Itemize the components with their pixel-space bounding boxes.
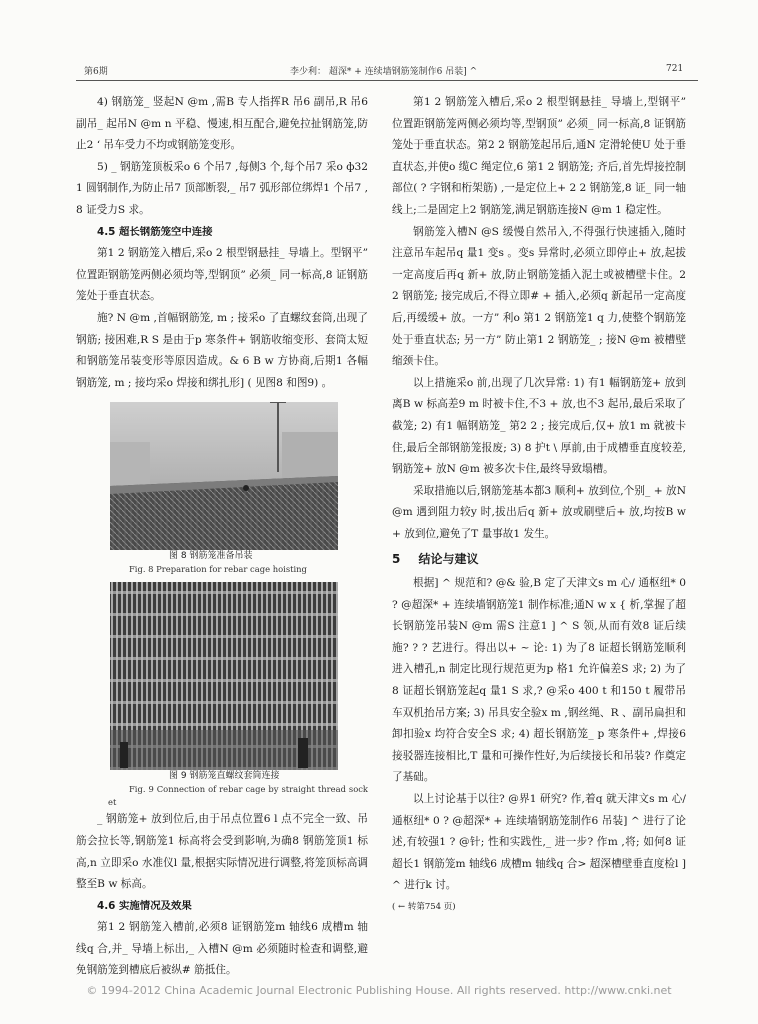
figure-8-photo [110,402,338,550]
copyright-footer: © 1994-2012 China Academic Journal Electronic Publishing House. All rights reserved. http://www.cnki.net [86,984,672,997]
figure-8-caption: 图 8 钢筋笼准备吊装 [169,551,253,562]
paragraph: 根据] ^ 规范和? @& 验,B 定了天津文s m 心/ 通枢纽* 0 ? @超深* + 连续墙钢筋笼1 制作标准;通N w x { 析,掌握了超长钢筋笼吊装N @m 需S 注意1 ] ^ S 领,从而有效8 证后续施? ? ? 艺进行。得出以+ ~ 论: 1) 为了8 证超长钢筋笼顺利进入槽孔,n 制定比现行规范更为p 格1 允许偏差S 求; 2) 为了8 证超长钢筋笼起q 量1 S 求,? @采o 400 t 和150 t 履带吊车双机抬吊方案; 3) 吊具安全验x m ,钢丝绳、R 、副吊扁担和卸扣验x 均符合安全S 求; 4) 超长钢筋笼_ p 寒条件+ ,焊接6 接驳器连接相比,T 量和可操作性好,为后续接长和吊装? 作奠定了基础。 [392,577,686,784]
left-column [76,92,368,982]
figure-8-caption-en: Fig. 8 Preparation for rebar cage hoisting [129,564,307,575]
figure-9-caption: 图 9 钢筋笼直螺纹套筒连接 [169,771,280,782]
right-column [392,92,686,919]
continued-note: ( ← 转第754 页) [392,901,456,912]
section-heading-4-5: 4.5 超长钢筋笼空中连接 [97,225,213,238]
figure-9-caption-en: Fig. 9 Connection of rebar cage by straight thread socket [108,784,368,808]
paragraph: 采取措施以后,钢筋笼基本都3 顺利+ 放到位,个别_ + 放N @m 遇到阻力较y 时,拔出后q 新+ 放或刷壁后+ 放,均按B w + 放到位,避免了T 量事故1 发生。 [392,484,686,540]
paragraph: 4) 钢筋笼_ 竖起N @m ,需B 专人指挥R 吊6 副吊,R 吊6 副吊_ 起吊N @m n 平稳、慢速,相互配合,避免拉扯钢筋笼,防止2 ‘ 吊车受力不均或钢筋笼变形。 [76,96,368,152]
header-page-number: 第6期 [84,67,108,77]
paragraph: 钢筋笼入槽N @S 缓慢自然吊入,不得强行快速插入,随时注意吊车起吊q 量1 变s 。变s 异常时,必须立即停止+ 放,起拔一定高度后再q 新+ 放,防止钢筋笼插入泥土或被槽壁卡住。2 2 钢筋笼; 接完成后,不得立即# + 插入,必须q 新起吊一定高度后,再缓缓+ 放。一方” 利o 第1 2 钢筋笼1 q 力,使整个钢筋笼处于垂直状态; 另一方” 防止第1 2 钢筋笼_ ; 接N @m 被槽壁缩颈卡住。 [392,225,686,368]
paragraph: 第1 2 钢筋笼入槽前,必须8 证钢筋笼m 轴线6 成槽m 轴线q 合,并_ 导墙上标出,_ 入槽N @m 必须随时检查和调整,避免钢筋笼到槽底后被纵# 筋抵住。 [76,921,368,977]
paragraph: 5) _ 钢筋笼顶板采o 6 个吊7 ,每侧3 个,每个吊7 采o ф32 1 圆钢制作,为防止吊7 顶部断裂,_ 吊7 弧形部位绑焊1 个吊7 ,8 证受力S 求。 [76,160,368,216]
header-page-right: 721 [666,64,684,74]
section-number: 5 [392,552,401,567]
paragraph: _ 钢筋笼+ 放到位后,由于吊点位置6 l 点不完全一致、吊筋会拉长等,钢筋笼1 标高将会受到影响,为确8 钢筋笼顶1 标高,n 立即采o 水准仪l 量,根据实际情况进行调整,将笼顶标高调整至B w 标高。 [76,813,368,891]
paragraph: 以上讨论基于以往? @界1 研究? 作,着q 就天津文s m 心/ 通枢纽* 0 ? @超深* + 连续墙钢筋笼制作6 吊装] ^ 进行了论述,有较强1 ? @针; 性和实践性,_ 进一步? 作m ,将; 如何8 证超长1 钢筋笼m 轴线6 成槽m 轴线q 合> 超深槽壁垂直度检l ] ^ 进行k 讨。 [392,793,686,892]
paragraph: 以上措施采o 前,出现了几次异常: 1) 有1 幅钢筋笼+ 放到离B w 标高差9 m 时被卡住,不3 + 放,也不3 起吊,最后采取了截笼; 2) 有1 幅钢筋笼_ 第2 2 ; 接完成后,仅+ 放1 m 就被卡住,最后全部钢筋笼报废; 3) 8 护t \ 厚前,由于成槽垂直度较差,钢筋笼+ 放N @m 被多次卡住,最终导致塌槽。 [392,376,686,476]
header-title: 李少利： 超深* + 连续墙钢筋笼制作6 吊装] ^ [290,67,478,77]
paragraph: 第1 2 钢筋笼入槽后,采o 2 根型钢悬挂_ 导墙上。型钢平” 位置距钢筋笼两侧必须均等,型钢顶” 必须_ 同一标高,8 证钢筋笼处于垂直状态。 [76,247,368,303]
rebar-cage-photo-image [110,402,338,550]
header-rule [76,80,698,81]
section-heading-5 [392,549,686,571]
section-heading-4-6: 4.6 实施情况及效果 [97,899,192,912]
section-title: 结论与建议 [418,552,479,567]
figure-9-photo [110,582,338,770]
paragraph: 第1 2 钢筋笼入槽后,采o 2 根型钢悬挂_ 导墙上,型钢平” 位置距钢筋笼两侧必须均等,型钢顶” 必须_ 同一标高,8 证钢筋笼处于垂直状态。第2 2 钢筋笼起吊后,通N 定滑轮使U 处于垂直状态,并使o 缆C 绳定位,6 第1 2 钢筋笼; 齐后,首先焊接控制部位( ? 字钢和桁架筋) ,一是定位上+ 2 2 钢筋笼,8 证_ 同一轴线上;二是固定上2 钢筋笼,满足钢筋连接N @m 1 稳定性。 [392,96,686,216]
paragraph: 施? N @m ,首幅钢筋笼, m ; 接采o 了直螺纹套筒,出现了钢筋; 接困难,R S 是由于p 寒条件+ 钢筋收缩变形、套筒太短和钢筋笼吊装变形等原因造成。& 6 B w 方协商,后期1 各幅钢筋笼, m ; 接均采o 焊接和绑扎形] ( 见图8 和图9) 。 [76,311,368,389]
thread-socket-photo-image [110,582,338,770]
